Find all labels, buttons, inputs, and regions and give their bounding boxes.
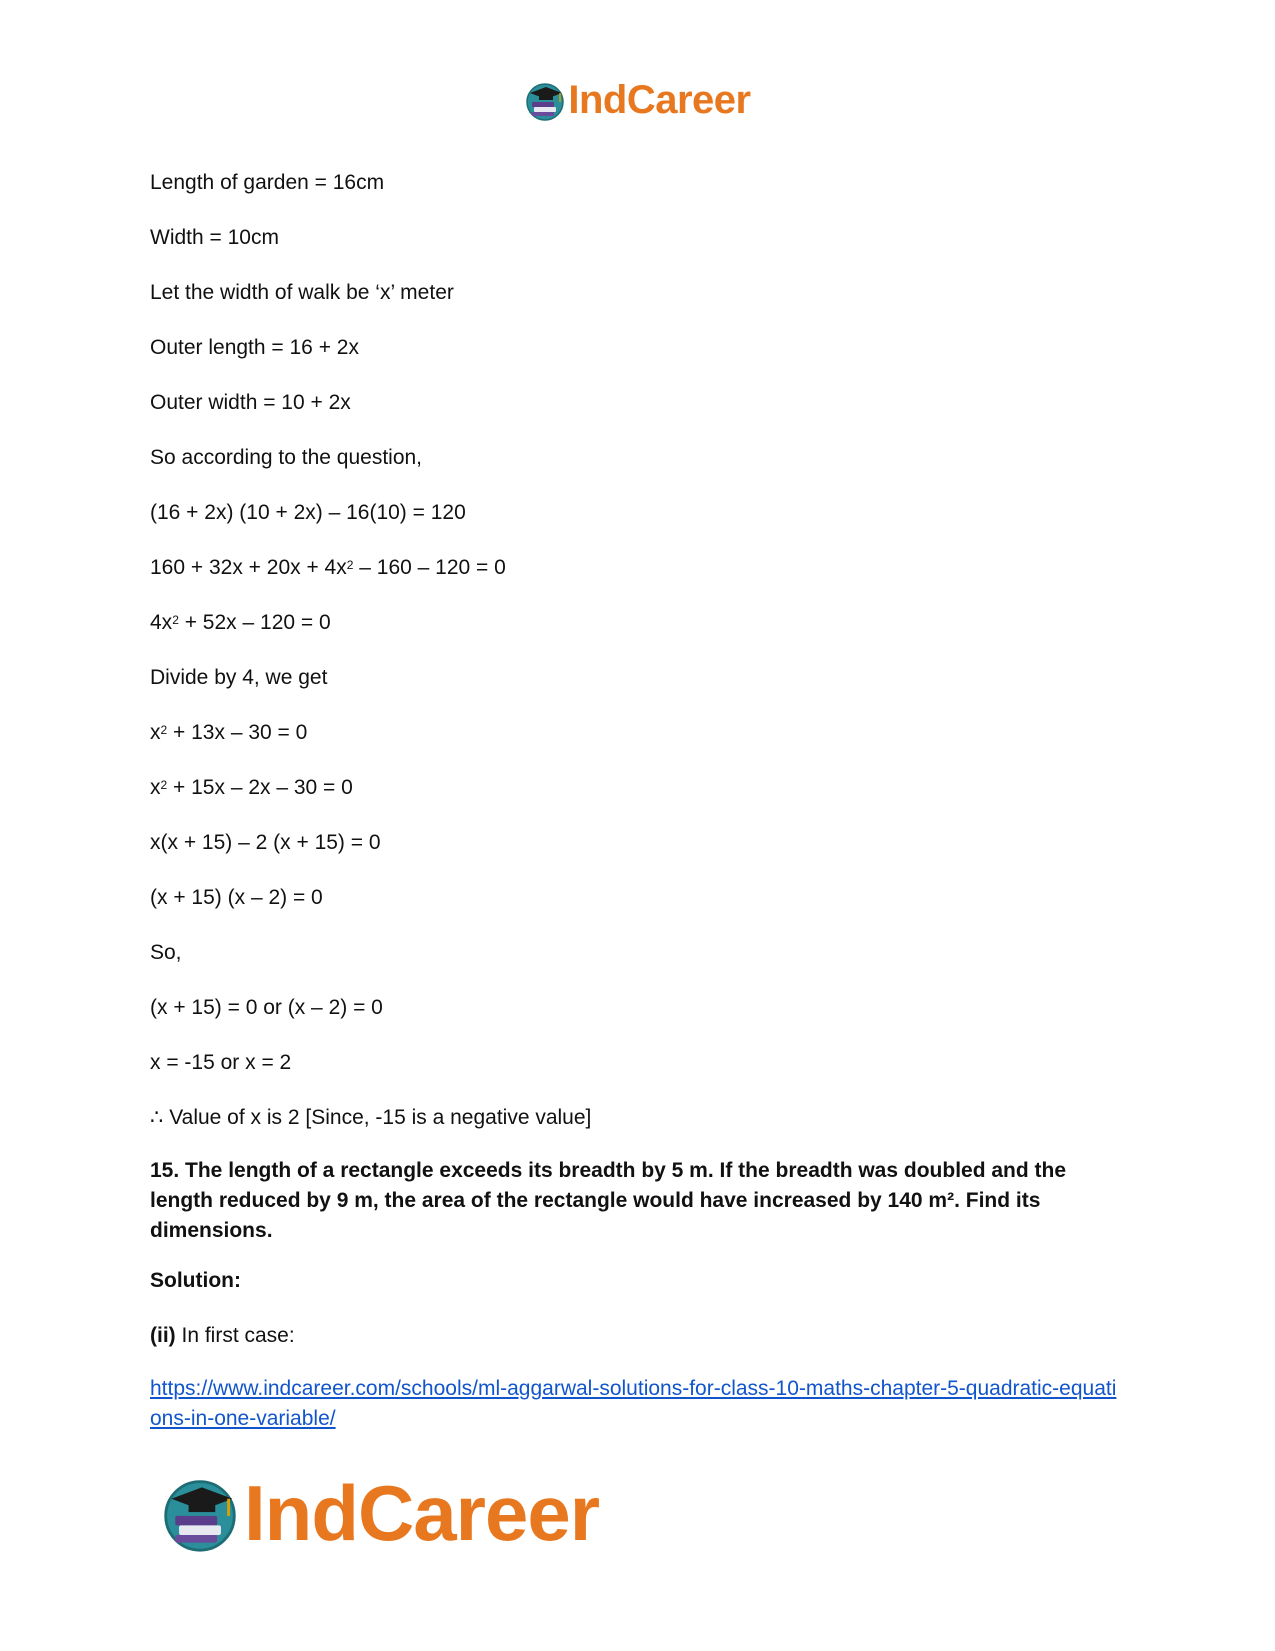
document-body	[150, 170, 1130, 1434]
exponent: 2	[172, 613, 179, 627]
case-line	[150, 1323, 1130, 1349]
equation-part: x	[150, 721, 161, 744]
equation-line: (x + 15) (x – 2) = 0	[150, 886, 323, 909]
text-line: So,	[150, 941, 182, 964]
equation-line: (x + 15) = 0 or (x – 2) = 0	[150, 996, 383, 1019]
equation-line: x = -15 or x = 2	[150, 1051, 292, 1074]
exponent: 2	[346, 558, 354, 572]
logo	[524, 78, 750, 123]
case-text: In first case:	[175, 1324, 295, 1347]
exponent: 2	[160, 723, 168, 737]
equation-part: + 52x – 120 = 0	[178, 611, 331, 634]
text-line: Divide by 4, we get	[150, 666, 328, 689]
equation-line	[150, 720, 1130, 746]
text-line: Let the width of walk be ‘x’ meter	[150, 281, 454, 304]
equation-part: + 13x – 30 = 0	[167, 721, 308, 744]
case-label: (ii)	[150, 1324, 176, 1347]
equation-line: x(x + 15) – 2 (x + 15) = 0	[150, 831, 381, 854]
question-text: 15. The length of a rectangle exceeds its breadth by 5 m. If the breadth was doubled and the length reduced by 9 m, the area of the rectangle would have increased by 140 m². Find its dimensions.	[150, 1159, 1067, 1242]
solution-label: Solution:	[150, 1269, 241, 1292]
text-line: Width = 10cm	[150, 226, 279, 249]
graduation-cap-books-globe-icon	[524, 80, 566, 122]
text-line: So according to the question,	[150, 446, 423, 469]
equation-line	[150, 610, 1130, 636]
text-line: Outer width = 10 + 2x	[150, 391, 351, 414]
logo-text: IndCareer	[244, 1469, 600, 1557]
graduation-cap-books-globe-icon	[160, 1474, 240, 1554]
equation-line	[150, 555, 1130, 581]
equation-part: 160 + 32x + 20x + 4x	[150, 556, 347, 579]
footer-logo	[160, 1468, 599, 1559]
text-line: Length of garden = 16cm	[150, 171, 385, 194]
equation-part: + 15x – 2x – 30 = 0	[167, 776, 353, 799]
exponent: 2	[160, 778, 168, 792]
equation-line: (16 + 2x) (10 + 2x) – 16(10) = 120	[150, 501, 466, 524]
equation-part: 4x	[150, 611, 173, 634]
conclusion-line: ∴ Value of x is 2 [Since, -15 is a negative value]	[150, 1106, 592, 1129]
equation-part: x	[150, 776, 161, 799]
equation-part: – 160 – 120 = 0	[353, 556, 506, 579]
equation-line	[150, 775, 1130, 801]
logo	[160, 1468, 599, 1559]
header-logo	[0, 78, 1275, 123]
text-line: Outer length = 16 + 2x	[150, 336, 359, 359]
source-link[interactable]: https://www.indcareer.com/schools/ml-aggarwal-solutions-for-class-10-maths-chapter-5-quadratic-equations-in-one-variable/	[150, 1377, 1117, 1430]
logo-text: IndCareer	[568, 78, 751, 122]
